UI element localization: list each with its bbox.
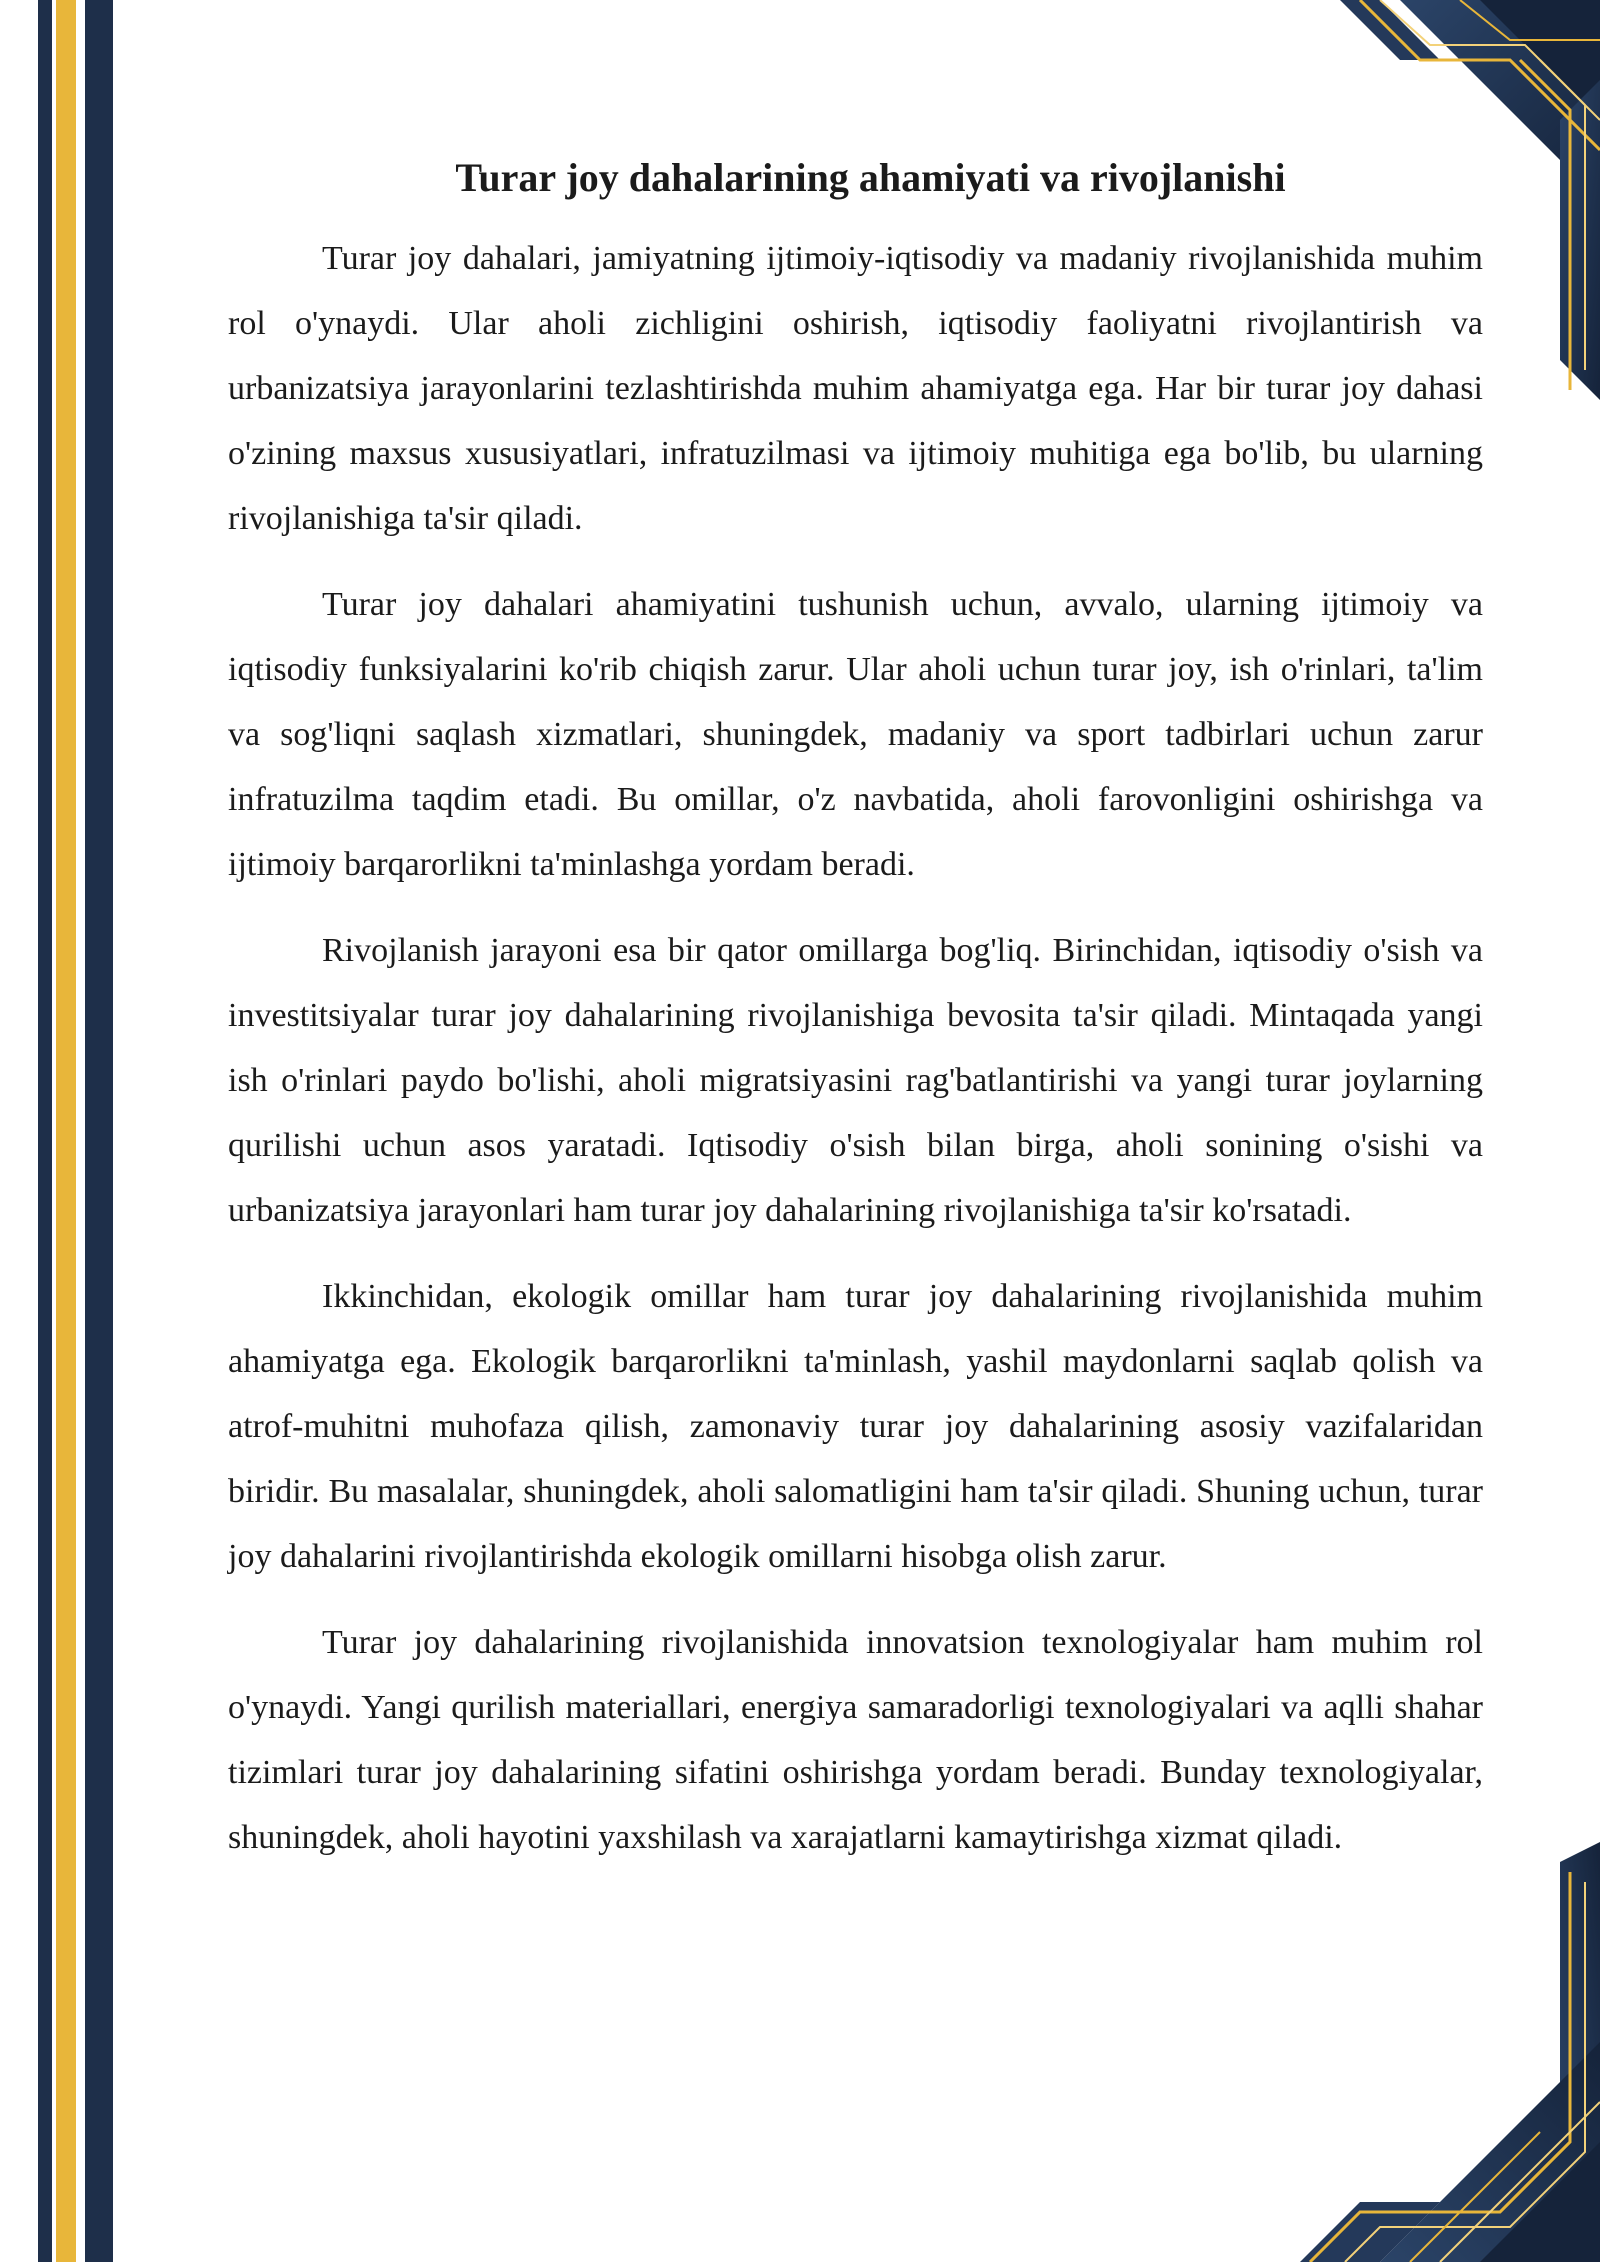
paragraph-4: Ikkinchidan, ekologik omillar ham turar joy dahalarining rivojlanishida muhim ahamiyatga ega. Ekologik barqarorlikni ta'minlash, yashil maydonlarni saqlab qolish va atrof-muhitni muhofaza qilish, zamonaviy turar joy dahalarining asosiy vazifalaridan biridir. Bu masalalar, shuningdek, aholi salomatligini ham ta'sir qiladi. Shuning uchun, turar joy dahalarini rivojlantirishda ekologik omillarni hisobga olish zarur. bbox=[228, 1278, 1483, 1575]
paragraph-1: Turar joy dahalari, jamiyatning ijtimoiy-iqtisodiy va madaniy rivojlanishida muhim rol o'ynaydi. Ular aholi zichligini oshirish, iqtisodiy faoliyatni rivojlantirish va urbanizatsiya jarayonlarini tezlashtirishda muhim ahamiyatga ega. Har bir turar joy dahasi o'zining maxsus xususiyatlari, infratuzilmasi va ijtimoiy muhitiga ega bo'lib, bu ularning rivojlanishiga ta'sir qiladi. bbox=[228, 240, 1483, 537]
left-border-navy-stripe-inner bbox=[85, 0, 113, 2262]
document-title: Turar joy dahalarining ahamiyati va rivojlanishi bbox=[455, 155, 1286, 200]
bottom-right-corner-ornament bbox=[1180, 1842, 1600, 2262]
paragraph-2: Turar joy dahalari ahamiyatini tushunish uchun, avvalo, ularning ijtimoiy va iqtisodiy funksiyalarini ko'rib chiqish zarur. Ular aholi uchun turar joy, ish o'rinlari, ta'lim va sog'liqni saqlash xizmatlari, shuningdek, madaniy va sport tadbirlari uchun zarur infratuzilma taqdim etadi. Bu omillar, o'z navbatida, aholi farovonligini oshirishga va ijtimoiy barqarorlikni ta'minlashga yordam beradi. bbox=[228, 586, 1483, 883]
paragraph-5: Turar joy dahalarining rivojlanishida innovatsion texnologiyalar ham muhim rol o'ynaydi. Yangi qurilish materiallari, energiya samaradorligi texnologiyalari va aqlli shahar tizimlari turar joy dahalarining sifatini oshirishga yordam beradi. Bunday texnologiyalar, shuningdek, aholi hayotini yaxshilash va xarajatlarni kamaytirishga xizmat qiladi. bbox=[228, 1624, 1483, 1856]
left-border-gold-stripe bbox=[56, 0, 76, 2262]
paragraph-3: Rivojlanish jarayoni esa bir qator omillarga bog'liq. Birinchidan, iqtisodiy o'sish va investitsiyalar turar joy dahalarining rivojlanishiga bevosita ta'sir qiladi. Mintaqada yangi ish o'rinlari paydo bo'lishi, aholi migratsiyasini rag'batlantirishi va yangi turar joylarning qurilishi uchun asos yaratadi. Iqtisodiy o'sish bilan birga, aholi sonining o'sishi va urbanizatsiya jarayonlari ham turar joy dahalarining rivojlanishiga ta'sir ko'rsatadi. bbox=[228, 932, 1483, 1229]
document-body bbox=[228, 150, 1483, 1891]
left-border-navy-stripe bbox=[38, 0, 52, 2262]
